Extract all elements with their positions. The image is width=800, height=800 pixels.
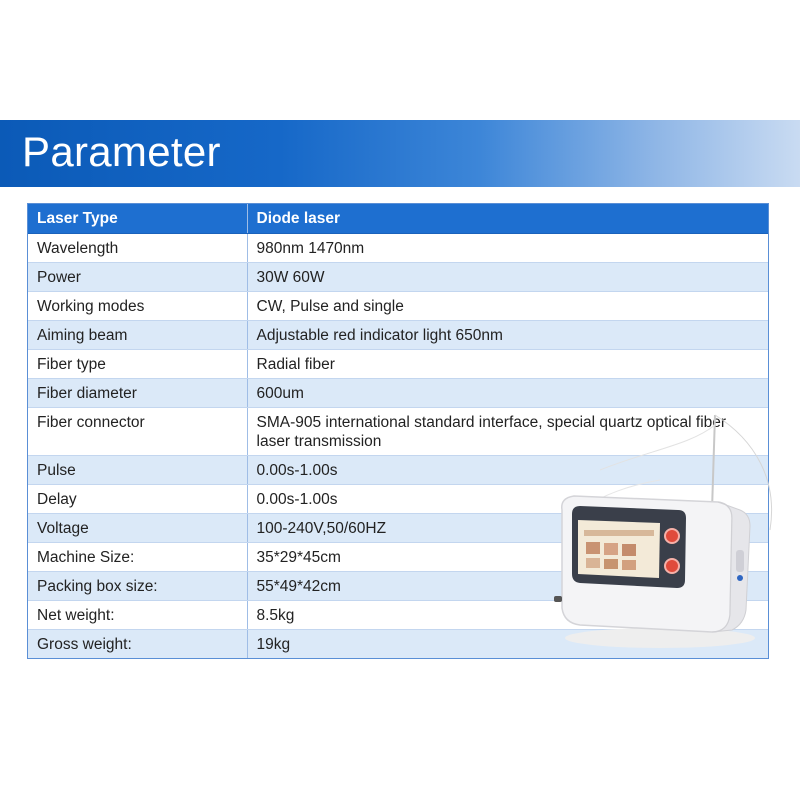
row-value: 8.5kg (247, 600, 768, 629)
row-label: Aiming beam (28, 320, 247, 349)
table-row (28, 291, 768, 320)
table-row (28, 233, 768, 262)
row-label: Fiber diameter (28, 378, 247, 407)
row-value: 980nm 1470nm (247, 233, 768, 262)
header-cell-label: Laser Type (28, 204, 247, 233)
title-banner (0, 120, 800, 187)
row-label: Net weight: (28, 600, 247, 629)
row-label: Delay (28, 484, 247, 513)
row-value: Radial fiber (247, 349, 768, 378)
row-value: 55*49*42cm (247, 571, 768, 600)
row-value: 0.00s-1.00s (247, 484, 768, 513)
row-label: Packing box size: (28, 571, 247, 600)
row-label: Wavelength (28, 233, 247, 262)
table-row (28, 600, 768, 629)
row-value: CW, Pulse and single (247, 291, 768, 320)
page-title: Parameter (22, 128, 221, 175)
row-label: Pulse (28, 455, 247, 484)
row-value: SMA-905 international standard interface, special quartz optical fiber laser transmission (247, 407, 768, 455)
row-value: 35*29*45cm (247, 542, 768, 571)
row-value: 100-240V,50/60HZ (247, 513, 768, 542)
row-label: Power (28, 262, 247, 291)
row-label: Fiber type (28, 349, 247, 378)
table-row (28, 349, 768, 378)
row-value: 600um (247, 378, 768, 407)
row-label: Fiber connector (28, 407, 247, 455)
table-row (28, 571, 768, 600)
table-row (28, 629, 768, 658)
table-row (28, 455, 768, 484)
table-row (28, 378, 768, 407)
parameter-table-container (27, 203, 769, 659)
row-label: Gross weight: (28, 629, 247, 658)
row-value: Adjustable red indicator light 650nm (247, 320, 768, 349)
row-label: Working modes (28, 291, 247, 320)
row-value: 0.00s-1.00s (247, 455, 768, 484)
table-row (28, 407, 768, 455)
table-row (28, 484, 768, 513)
table-header-row (28, 204, 768, 233)
table-row (28, 262, 768, 291)
row-value: 19kg (247, 629, 768, 658)
row-value: 30W 60W (247, 262, 768, 291)
table-row (28, 542, 768, 571)
row-label: Voltage (28, 513, 247, 542)
table-row (28, 513, 768, 542)
parameter-table (28, 204, 768, 658)
row-label: Machine Size: (28, 542, 247, 571)
table-row (28, 320, 768, 349)
header-cell-value: Diode laser (247, 204, 768, 233)
